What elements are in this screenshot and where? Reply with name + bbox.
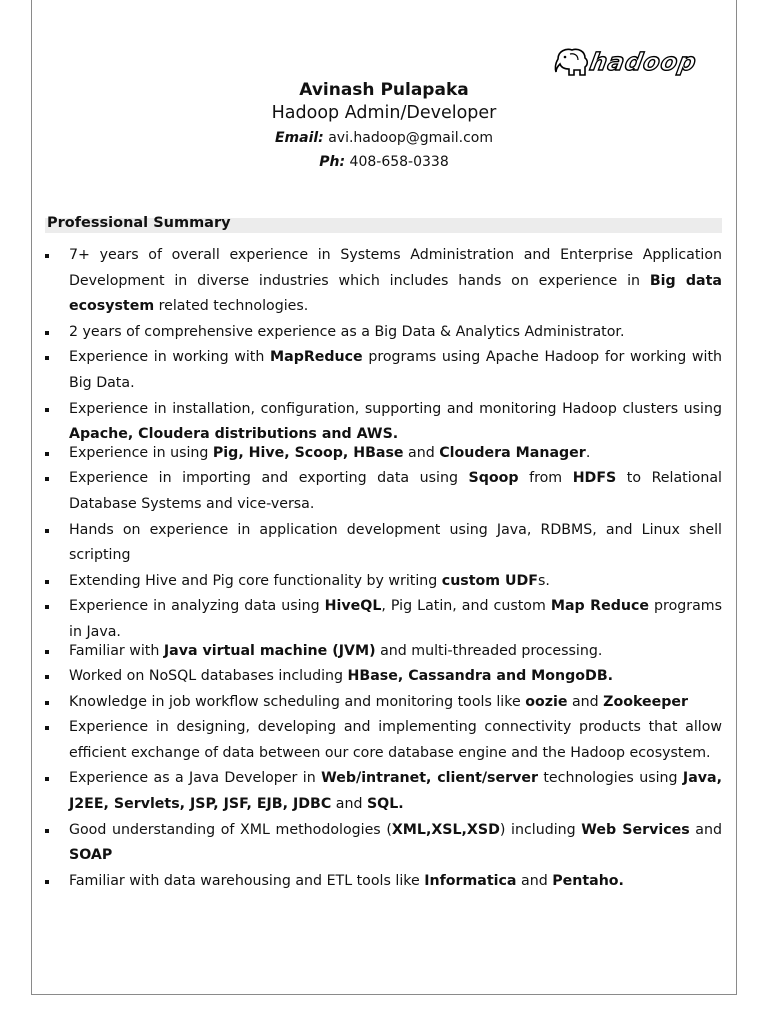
bullet-text: Experience in installation, configuration, supporting and monitoring Hadoop clusters using — [69, 400, 722, 417]
summary-bullet-item — [45, 345, 722, 396]
bullet-marker-icon — [45, 580, 49, 584]
bullet-bold-text: custom UDF — [441, 572, 538, 589]
bullet-bold-text: Cloudera Manager — [439, 444, 586, 461]
bullet-text: and — [403, 444, 440, 461]
summary-bullet-item — [45, 664, 722, 690]
bullet-marker-icon — [45, 408, 49, 412]
bullet-marker-icon — [45, 331, 49, 335]
bullet-text: and — [567, 693, 604, 710]
bullet-text: programs using Apache Hadoop for working with Big Data. — [69, 349, 722, 391]
bullet-marker-icon — [45, 880, 49, 884]
bullet-text: technologies using — [537, 770, 683, 787]
bullet-text: Experience in working with — [69, 349, 270, 366]
bullet-text: Familiar with data warehousing and ETL tools like — [69, 872, 425, 889]
bullet-text: Familiar with — [69, 642, 164, 659]
bullet-text: Experience in importing and exporting data using — [69, 470, 469, 487]
bullet-text: and multi-threaded processing. — [375, 642, 603, 659]
bullet-marker-icon — [45, 701, 49, 705]
bullet-bold-text: Web/intranet, client/server — [321, 770, 538, 787]
bullet-text: ) including — [499, 821, 582, 838]
bullet-marker-icon — [45, 477, 49, 481]
bullet-bold-text: SOAP — [69, 847, 113, 864]
bullet-marker-icon — [45, 254, 49, 258]
bullet-bold-text: Big data ecosystem — [69, 272, 722, 315]
bullet-text: and — [689, 821, 723, 838]
bullet-text: 2 years of comprehensive experience as a Big Data & Analytics Administrator. — [69, 323, 625, 340]
bullet-text: Experience in designing, developing and implementing connectivity products that allow efficient exchange of data between our core database engine and the Hadoop ecosystem. — [69, 719, 722, 761]
bullet-bold-text: Java, J2EE, Servlets, JSP, JSF, EJB, JDBC — [69, 770, 722, 813]
bullet-bold-text: Sqoop — [468, 470, 519, 487]
bullet-marker-icon — [45, 650, 49, 654]
summary-bullet-item — [45, 441, 722, 467]
candidate-role: Hadoop Admin/Developer — [271, 103, 497, 123]
hadoop-elephant-logo-icon — [552, 45, 592, 83]
candidate-name: Avinash Pulapaka — [299, 80, 469, 100]
summary-bullet-item — [45, 466, 722, 517]
bullet-marker-icon — [45, 605, 49, 609]
bullet-bold-text: Java virtual machine (JVM) — [163, 642, 376, 659]
bullet-text: to Relational Database Systems and vice-versa. — [69, 470, 722, 512]
summary-bullet-item — [45, 869, 722, 895]
summary-bullet-item — [45, 690, 722, 716]
bullet-text: . — [585, 444, 591, 461]
bullet-marker-icon — [45, 829, 49, 833]
bullet-text: from — [518, 470, 573, 487]
bullet-bold-text: XML,XSL,XSD — [391, 821, 500, 838]
bullet-text: Good understanding of XML methodologies ( — [69, 821, 392, 838]
bullet-text: Hands on experience in application development using Java, RDBMS, and Linux shell scripting — [69, 521, 722, 564]
summary-bullet-item — [45, 320, 722, 346]
bullet-bold-text: Pentaho. — [552, 872, 624, 889]
bullet-bold-text: HBase, Cassandra and MongoDB. — [347, 668, 614, 685]
bullet-marker-icon — [45, 726, 49, 730]
bullet-marker-icon — [45, 452, 49, 456]
hadoop-logo-text: hadoop — [587, 48, 700, 76]
phone-label: Ph: — [319, 154, 346, 170]
summary-bullet-item — [45, 639, 722, 665]
bullet-marker-icon — [45, 777, 49, 781]
email-label: Email: — [274, 130, 324, 146]
bullet-bold-text: Zookeeper — [603, 693, 689, 710]
bullet-marker-icon — [45, 675, 49, 679]
bullet-bold-text: Informatica — [424, 872, 517, 889]
bullet-bold-text: SQL. — [366, 796, 404, 813]
summary-bullet-item — [45, 766, 722, 817]
bullet-marker-icon — [45, 529, 49, 533]
bullet-text: Knowledge in job workflow scheduling and monitoring tools like — [69, 693, 526, 710]
summary-bullet-item — [45, 518, 722, 569]
phone-line — [31, 154, 737, 170]
summary-bullet-item — [45, 715, 722, 766]
bullet-bold-text: Pig, Hive, Scoop, HBase — [212, 444, 404, 461]
summary-bullet-item — [45, 569, 722, 595]
bullet-text: and — [516, 872, 553, 889]
summary-bullet-item — [45, 243, 722, 320]
bullet-bold-text: HDFS — [572, 470, 617, 487]
email-value[interactable]: avi.hadoop@gmail.com — [328, 130, 494, 146]
bullet-bold-text: Map Reduce — [550, 598, 649, 615]
bullet-text: Experience in analyzing data using — [69, 598, 325, 615]
bullet-text: , Pig Latin, and custom — [381, 598, 551, 615]
phone-value: 408-658-0338 — [349, 154, 449, 170]
bullet-text: related technologies. — [154, 298, 309, 315]
bullet-bold-text: oozie — [525, 693, 568, 710]
bullet-text: programs in Java. — [69, 598, 722, 640]
bullet-bold-text: Web Services — [581, 821, 690, 838]
bullet-text: Experience as a Java Developer in — [69, 770, 322, 787]
bullet-text: Extending Hive and Pig core functionality by writing — [69, 572, 442, 589]
bullet-bold-text: HiveQL — [324, 598, 382, 615]
summary-bullet-list — [45, 243, 722, 894]
bullet-marker-icon — [45, 356, 49, 360]
summary-bullet-item — [45, 818, 722, 869]
bullet-text: s. — [538, 572, 550, 589]
bullet-bold-text: Apache, Cloudera distributions and AWS. — [69, 426, 399, 443]
bullet-text: Worked on NoSQL databases including — [69, 668, 348, 685]
bullet-text: and — [331, 796, 367, 813]
bullet-text: Experience in using — [69, 444, 213, 461]
bullet-bold-text: MapReduce — [270, 349, 363, 366]
email-line — [31, 130, 737, 146]
bullet-text: 7+ years of overall experience in Systems Administration and Enterprise Application Development in diverse industries which includes hands on experience in — [69, 247, 722, 289]
section-title: Professional Summary — [47, 215, 231, 231]
